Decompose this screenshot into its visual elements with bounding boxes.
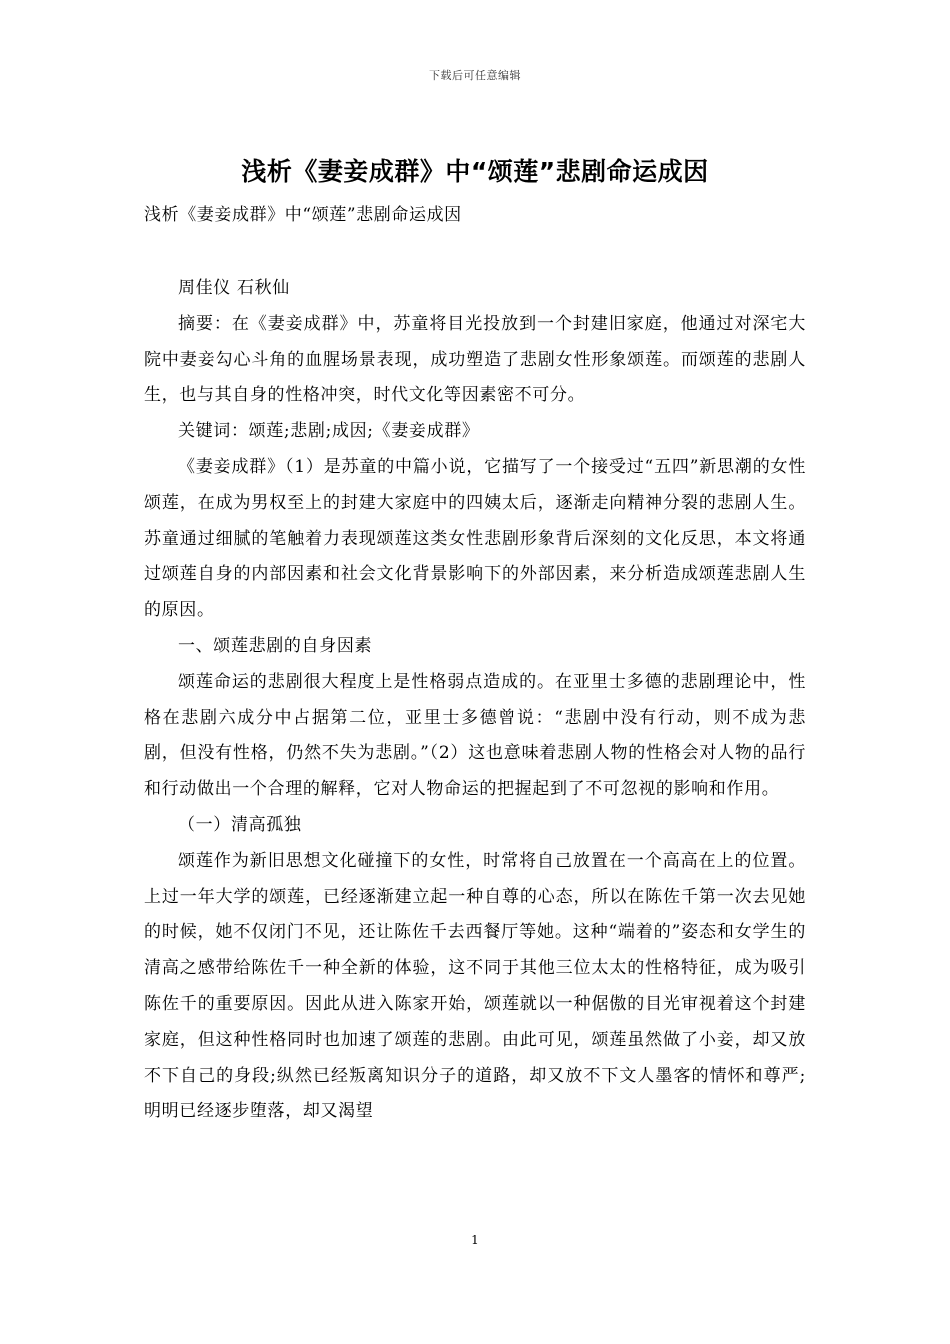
header-note: 下载后可任意编辑 [429,69,521,82]
abstract-paragraph: 摘要：在《妻妾成群》中，苏童将目光投放到一个封建旧家庭，他通过对深宅大院中妻妾勾心斗角的血腥场景表现，成功塑造了悲剧女性形象颂莲。而颂莲的悲剧人生，也与其自身的性格冲突，时代文化等因素密不可分。 [144,313,806,406]
intro-paragraph: 《妻妾成群》（1）是苏童的中篇小说，它描写了一个接受过“五四”新思潮的女性颂莲，在成为男权至上的封建大家庭中的四姨太后，逐渐走向精神分裂的悲剧人生。苏童通过细腻的笔触着力表现颂莲这类女性悲剧形象背后深刻的文化反思，本文将通过颂莲自身的内部因素和社会文化背景影响下的外部因素，来分析造成颂莲悲剧人生的原因。 [144,456,806,621]
keywords-paragraph: 关键词：颂莲;悲剧;成因;《妻妾成群》 [178,421,480,442]
body-paragraph: 颂莲命运的悲剧很大程度上是性格弱点造成的。在亚里士多德的悲剧理论中，性格在悲剧六成分中占据第二位，亚里士多德曾说：“悲剧中没有行动，则不成为悲剧，但没有性格，仍然不失为悲剧。”（2）这也意味着悲剧人物的性格会对人物的品行和行动做出一个合理的解释，它对人物命运的把握起到了不可忽视的影响和作用。 [144,671,806,800]
document-subtitle: 浅析《妻妾成群》中“颂莲”悲剧命运成因 [144,205,462,225]
section-heading-1: 一、颂莲悲剧的自身因素 [178,635,373,656]
subsection-heading-1: （一）清高孤独 [178,814,302,835]
body-text [144,271,806,1130]
body-paragraph: 颂莲作为新旧思想文化碰撞下的女性，时常将自己放置在一个高高在上的位置。上过一年大学的颂莲，已经逐渐建立起一种自尊的心态，所以在陈佐千第一次去见她的时候，她不仅闭门不见，还让陈佐千去西餐厅等她。这种“端着的”姿态和女学生的清高之感带给陈佐千一种全新的体验，这不同于其他三位太太的性格特征，成为吸引陈佐千的重要原因。因此从进入陈家开始，颂莲就以一种倨傲的目光审视着这个封建家庭，但这种性格同时也加速了颂莲的悲剧。由此可见，颂莲虽然做了小妾，却又放不下自己的身段;纵然已经叛离知识分子的道路，却又放不下文人墨客的情怀和尊严;明明已经逐步堕落，却又渴望 [144,850,806,1122]
document-title: 浅析《妻妾成群》中“颂莲”悲剧命运成因 [241,157,709,186]
page-number: 1 [471,1233,479,1247]
authors: 周佳仪 石秋仙 [178,278,290,298]
